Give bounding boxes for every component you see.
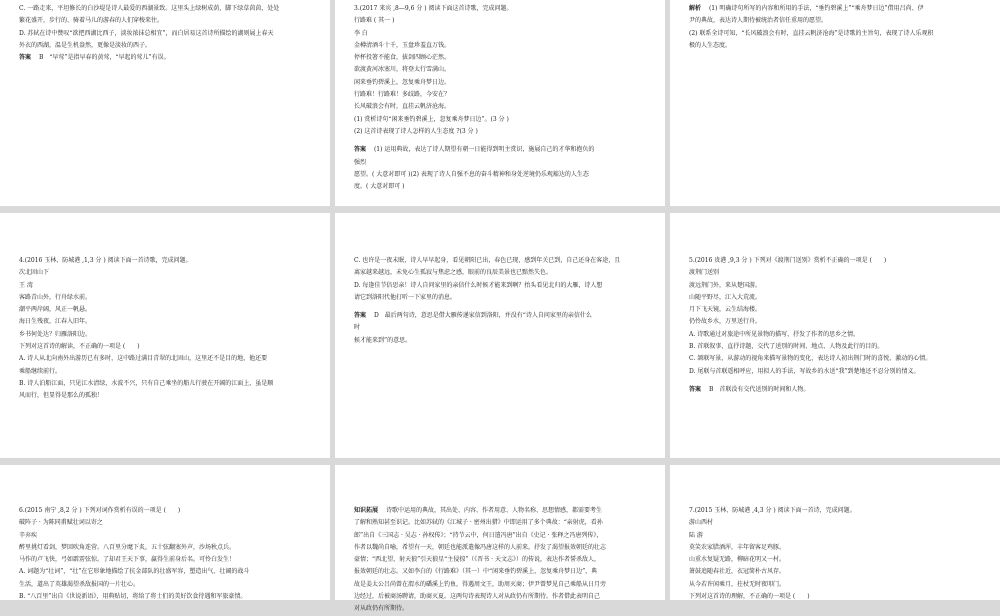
text-line: 极的人生态度。 <box>689 41 732 49</box>
poem-title: 破阵子 · 为陈同甫赋壮词以寄之 <box>19 519 103 527</box>
text-line: 边经过，后被商汤聘请，助商灭夏。这两句诗表现诗人对从政仍有所期待。作者借此表明自己 <box>354 593 601 601</box>
question-line: 下列对这首诗的解读，不正确的一项是 ( ) <box>19 343 140 351</box>
panel-text <box>689 505 986 603</box>
answer-text: (1) 运用典故，表达了诗人期望有朝一日能得到明主赏识，施展自己的才华和抱负的 <box>373 146 595 154</box>
page-panel-1 <box>0 0 330 206</box>
option-line: 乘船继续前行。 <box>19 367 62 375</box>
poem-line: 从今若许闲乘月，拄杖无时夜叩门。 <box>689 580 786 588</box>
option-line: D. 每逢佳节倍思亲！诗人自问家里的亲信什么时候才能来到啊？抬头看见北归的大雁，诗人想 <box>354 281 603 289</box>
poem-line: 乡书何处达？归雁洛阳边。 <box>19 330 92 338</box>
question-line: (2) 这首诗表现了诗人怎样的人生态度 ?(3 分 ) <box>354 127 478 135</box>
page-panel-3 <box>670 0 1000 206</box>
option-line: C. 也许是一夜未眠，诗人早早起身，看见朝阳已出，春色已现，感到年关已到，自己还身在客途，且 <box>354 257 621 264</box>
text-line: 作者以魏尚自喻，希望有一天，朝廷也能派遣像冯唐这样的人前来，抒发了渴望报效朝廷的壮志 <box>354 543 607 551</box>
poem-line: 马作的卢飞快，弓如霹雳弦惊。了却君王天下事，赢得生前身后名。可怜白发生！ <box>19 556 236 564</box>
answer-text: B “早莺”是指早春的黄莺，“早起的莺儿”有误。 <box>38 54 170 62</box>
text-line: 尹的典故，表达诗人期待被统治者信任重用的愿望。 <box>689 17 828 25</box>
page-panel-2 <box>335 0 665 206</box>
option-line: B. 首联叙事，直抒诗题，交代了送别的时间、地点、人物及此行的目的。 <box>689 343 884 351</box>
option-line: 请它到洛阳代他打听一下家里的消息。 <box>354 293 457 301</box>
answer-line <box>689 384 986 396</box>
answer-text: 强烈 <box>354 158 367 166</box>
option-line: 生活，道出了英雄渴望杀敌报国的一片壮心。 <box>19 580 140 588</box>
answer-text: 时 <box>354 324 361 332</box>
poem-line: 金樽清酒斗十千，玉盘珍羞直万钱。 <box>354 41 451 49</box>
page-panel-8 <box>335 465 665 613</box>
poem-author: 陆 游 <box>689 531 703 539</box>
answer-line <box>354 310 651 322</box>
option-line: A. 诗歌通过对旅途中所见景物的描写，抒发了作者的思乡之情。 <box>689 330 860 338</box>
option-line: B. 诗人泊船江面，只见江水清绿，水波不兴，只有自己乘坐的船儿行驶在开阔的江面上，虽是顺 <box>19 379 274 387</box>
page-panel-6 <box>670 213 1000 458</box>
page-panel-4 <box>0 213 330 458</box>
poem-line: 箫鼓追随春社近，衣冠简朴古风存。 <box>689 568 786 576</box>
poem-title: 次北固山下 <box>19 269 50 277</box>
analysis-label: 解析 <box>689 5 702 12</box>
poem-line: 渡远荆门外，来从楚国游。 <box>689 281 762 289</box>
text-line: 繁花盛开，步行的、骑着马儿的游春的人们穿梭来往。 <box>19 17 164 25</box>
knowledge-line <box>354 505 651 517</box>
answer-text: 度。( 大意对即可 ) <box>354 183 405 191</box>
poem-line: 闲来垂钓碧溪上，忽复乘舟梦日边。 <box>354 78 451 86</box>
question-title: 7.(2015 玉林、防城港 ,4,3 分 ) 阅读下面一首诗，完成问题。 <box>689 507 856 514</box>
poem-line: 潮平两岸阔，风正一帆悬。 <box>19 306 92 314</box>
analysis-text: (1) 明确诗句所写的内容和所用的手法，“垂钓碧溪上”“乘舟梦日边”借用吕尚、伊 <box>708 5 924 12</box>
poem-line: 行路难！行路难！多歧路，今安在？ <box>354 91 451 99</box>
answer-label: 答案 <box>19 54 32 62</box>
option-line: A. 词题为“壮词”，“壮”在它形象地描绘了抗金部队的壮盛军容，塑造出气、壮阔的战斗 <box>19 568 250 576</box>
text-line: 了解和熟知甚至识记。比如苏轼的《江城子 · 密州出猎》中即运用了多个典故：“亲射虎，看孙 <box>354 519 603 527</box>
poem-author: 李 白 <box>354 29 368 37</box>
option-line: 风而行，但显得是那么的孤独！ <box>19 392 104 400</box>
panel-text <box>19 505 316 603</box>
page-panel-7 <box>0 465 330 600</box>
poem-line: 仍怜故乡水，万里送行舟。 <box>689 318 762 326</box>
text-line: C. 一路走来，平坦修长的白沙堤是诗人最爱的西湖景致。这里头上绿树成荫，脚下绿草茵茵，处处 <box>19 5 280 12</box>
answer-label: 答案 <box>689 385 702 393</box>
answer-line <box>354 144 651 156</box>
analysis-line <box>689 3 986 15</box>
panel-text <box>689 3 986 52</box>
text-line: 故是姜太公吕尚曾在渭水的磻溪上钓鱼，得遇周文王，助周灭商；伊尹曾梦见自己乘船从日月旁 <box>354 580 607 588</box>
text-line: D. 苏轼在诗中赞叹“欲把西湖比西子，淡妆浓抹总相宜”，而白居易这首诗所描绘的湖则展上春天 <box>19 29 274 37</box>
answer-text: D 最后两句诗，意思是借大雁传递家信到洛阳，并没有“诗人自问家里的亲信什么 <box>373 312 592 320</box>
poem-line: 山重水复疑无路，柳暗花明又一村。 <box>689 556 786 564</box>
text-line: 报效朝廷的壮志。又如李白的《行路难》（其一）中“闲来垂钓碧溪上，忽复乘舟梦日边”，典 <box>354 568 598 576</box>
option-line: B. “八百里”出自《世说新语》，用典贴切，将给了将士们的美好饮食待遇和军旅豪情。 <box>19 593 247 601</box>
poem-line: 月下飞天镜，云生结海楼。 <box>689 306 762 314</box>
answer-label: 答案 <box>354 146 367 154</box>
poem-line: 醉里挑灯看剑，梦回吹角连营。八百里分麾下炙，五十弦翻塞外声，沙场秋点兵。 <box>19 543 236 551</box>
poem-line: 长风破浪会有时，直挂云帆济沧海。 <box>354 103 451 111</box>
page-panel-5 <box>335 213 665 458</box>
question-title: 4.(2016 玉林、防城港 ,1,3 分 ) 阅读下面一首诗歌，完成问题。 <box>19 257 192 264</box>
panel-text <box>689 255 986 396</box>
text-line: 对从政仍有所期待。 <box>354 605 409 613</box>
question-line: (1) 赏析诗句“闲来垂钓碧溪上，忽复乘舟梦日边”。(3 分 ) <box>354 115 509 123</box>
option-line: C. 颔联写景，从游动的视角来描写景物的变化，表达诗人初出荆门时的喜悦、激动的心情。 <box>689 355 932 363</box>
text-line: 外衣的西湖，温是生机盎然，更像是淡妆的西子。 <box>19 41 152 49</box>
poem-title: 游山西村 <box>689 519 714 527</box>
knowledge-label: 知识拓展 <box>354 507 379 514</box>
answer-label: 答案 <box>354 312 367 320</box>
panel-text <box>354 505 651 616</box>
poem-line: 停杯投箸不能食，拔剑四顾心茫然。 <box>354 54 451 62</box>
text-line: 郎”出自《三国志 · 吴志 · 孙权传》；“持节云中，何日遣冯唐”出自《史记 · 张释之冯唐列传》， <box>354 531 603 539</box>
answer-text: 愿望。( 大意对即可 )(2) 表现了诗人自强不息的奋斗精神和身处逆境仍乐观豁达的人生态 <box>354 170 589 178</box>
poem-line: 客路青山外，行舟绿水前。 <box>19 293 92 301</box>
poem-title: 行路难 ( 其一 ) <box>354 17 395 25</box>
poem-line: 山随平野尽，江入大荒流。 <box>689 293 762 301</box>
panel-text <box>354 3 651 193</box>
question-line: 下列对这首诗的理解，不正确的一项是 ( ) <box>689 593 810 601</box>
knowledge-text: 诗歌中运用的典故，其出处、内容、作者用意、人物名称、思想情感，都需要考生 <box>385 507 602 514</box>
question-title: 3.(2017 来宾 ,8—9,6 分 ) 阅读下面这首诗歌，完成问题。 <box>354 5 513 12</box>
text-line: (2) 联系全诗可知，“长风破浪会有时，直挂云帆济沧海”是诗歌的主旨句，表现了诗人乐观积 <box>689 29 934 37</box>
poem-author: 王 湾 <box>19 281 33 289</box>
answer-line <box>19 52 316 64</box>
question-title: 6.(2015 南宁 ,8,2 分 ) 下列对词作赏析有误的一项是 ( ) <box>19 507 181 514</box>
poem-line: 欲渡黄河冰塞川，将登太行雪满山。 <box>354 66 451 74</box>
poem-line: 莫笑农家腊酒浑，丰年留客足鸡豚。 <box>689 543 786 551</box>
text-line: 豪情；“西北望，射天狼”引天狼星“主侵掠”（《晋书 · 天文志》）的传说，表达作者誓杀敌人， <box>354 556 600 564</box>
page-panel-9 <box>670 465 1000 600</box>
panel-text <box>19 255 316 403</box>
option-line: D. 尾联与首联遥相呼应，用拟人的手法，写故乡的水送“我”到楚地还不忍分别的情义。 <box>689 367 920 375</box>
option-line: A. 诗人从北向南外出游历已有多时，这中路过满目青翠的北固山，这里还不是目的地，他还要 <box>19 355 268 363</box>
poem-line: 海日生残夜，江春入旧年。 <box>19 318 92 326</box>
question-title: 5.(2016 贵港 ,9,3 分 ) 下列对《渡荆门送别》赏析不正确的一项是 ( ) <box>689 257 887 264</box>
option-line: 离家越来越远，未免心生孤寂与焦虑之感，眼前的良辰美景也已黯然失色。 <box>354 269 553 277</box>
answer-text: 候才能来到”的意思。 <box>354 336 412 344</box>
poem-author: 辛弃疾 <box>19 531 38 539</box>
panel-text <box>354 255 651 347</box>
answer-text: B 首联没有交代送别的时间和人物。 <box>708 385 810 393</box>
poem-title: 渡荆门送别 <box>689 269 720 277</box>
panel-text <box>19 3 316 64</box>
